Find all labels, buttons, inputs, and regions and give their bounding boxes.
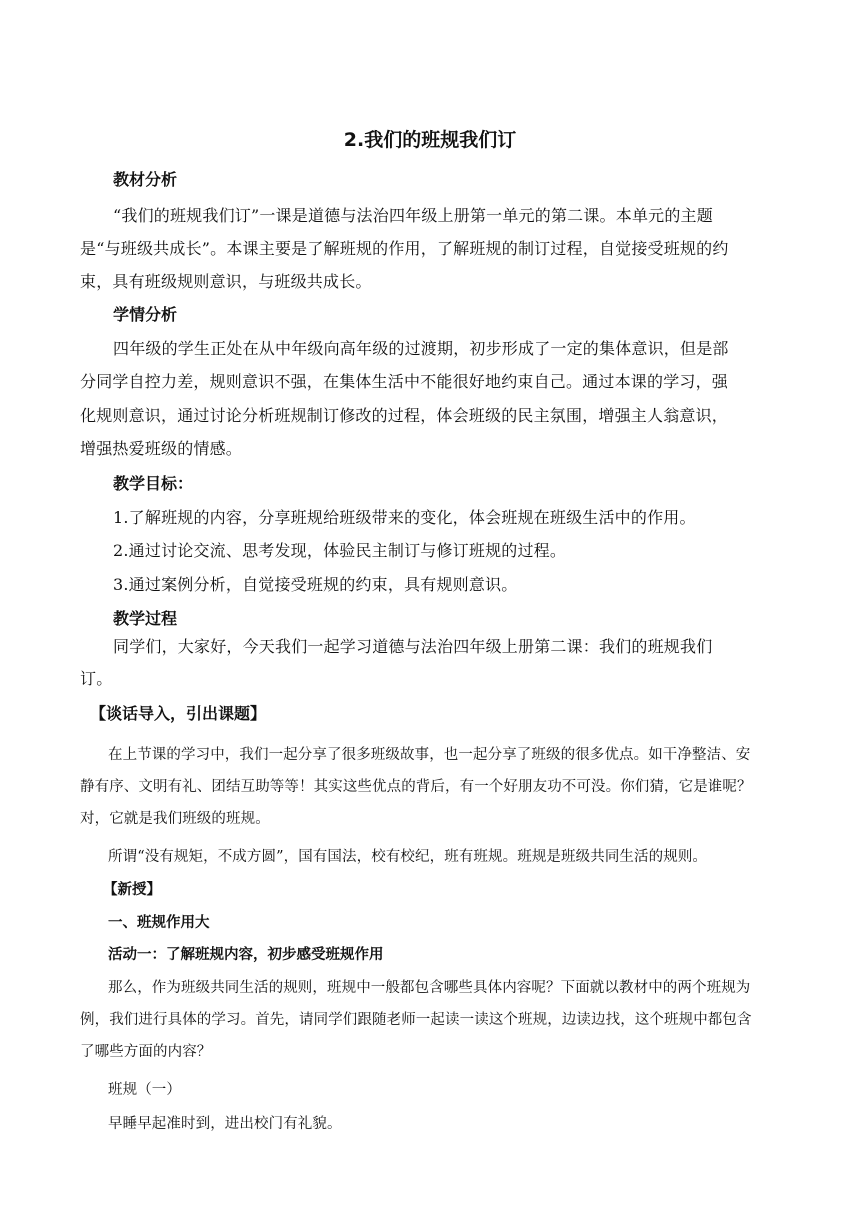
paragraph-line: 了哪些方面的内容？ bbox=[80, 1044, 212, 1060]
paragraph-line: 订。 bbox=[80, 669, 113, 688]
section-heading-goals: 教学目标： bbox=[113, 474, 194, 493]
paragraph-line: 四年级的学生正处在从中年级向高年级的过渡期，初步形成了一定的集体意识，但是部 bbox=[113, 339, 729, 358]
subsection-heading: 一、班规作用大 bbox=[108, 915, 210, 931]
paragraph-line: 分同学自控力差，规则意识不强，在集体生活中不能很好地约束自己。通过本课的学习，强 bbox=[80, 372, 729, 391]
paragraph-line: 对，它就是我们班级的班规。 bbox=[80, 811, 270, 827]
goal-item: 3.通过案例分析，自觉接受班规的约束，具有规则意识。 bbox=[113, 575, 518, 594]
section-heading-material: 教材分析 bbox=[113, 170, 178, 189]
paragraph-line: 例，我们进行具体的学习。首先，请同学们跟随老师一起读一读这个班规，边读边找，这个班规中都包含 bbox=[80, 1012, 752, 1028]
paragraph-line: 化规则意识，通过讨论分析班规制订修改的过程，体会班级的民主氛围，增强主人翁意识， bbox=[80, 406, 729, 425]
paragraph-line: 同学们，大家好，今天我们一起学习道德与法治四年级上册第二课：我们的班规我们 bbox=[113, 637, 713, 656]
rule-item: 早睡早起准时到，进出校门有礼貌。 bbox=[108, 1116, 342, 1132]
section-heading-process: 教学过程 bbox=[113, 609, 178, 628]
paragraph-line: 所谓“没有规矩，不成方圆”，国有国法，校有校纪，班有班规。班规是班级共同生活的规则。 bbox=[108, 849, 708, 865]
paragraph-line: 束，具有班级规则意识，与班级共成长。 bbox=[80, 272, 372, 291]
paragraph-line: 在上节课的学习中，我们一起分享了很多班级故事，也一起分享了班级的很多优点。如干净整洁、安 bbox=[108, 747, 751, 763]
paragraph-line: “我们的班规我们订”一课是道德与法治四年级上册第一单元的第二课。本单元的主题 bbox=[113, 206, 713, 225]
paragraph-line: 那么，作为班级共同生活的规则，班规中一般都包含哪些具体内容呢？下面就以教材中的两个班规为 bbox=[108, 980, 751, 996]
section-heading-new: 【新授】 bbox=[103, 882, 161, 898]
goal-item: 1.了解班规的内容，分享班规给班级带来的变化，体会班规在班级生活中的作用。 bbox=[113, 508, 696, 527]
section-heading-intro: 【谈话导入，引出课题】 bbox=[90, 704, 267, 723]
goal-item: 2.通过讨论交流、思考发现，体验民主制订与修订班规的过程。 bbox=[113, 541, 567, 560]
page-title: 2.我们的班规我们订 bbox=[343, 129, 517, 151]
paragraph-line: 增强热爱班级的情感。 bbox=[80, 439, 243, 458]
paragraph-line: 是“与班级共成长”。本课主要是了解班规的作用，了解班规的制订过程，自觉接受班规的约 bbox=[80, 239, 729, 258]
rule-label: 班规（一） bbox=[108, 1082, 181, 1098]
paragraph-line: 静有序、文明有礼、团结互助等等！其实这些优点的背后，有一个好朋友功不可没。你们猜，它是谁呢？ bbox=[80, 779, 752, 795]
activity-heading: 活动一：了解班规内容，初步感受班规作用 bbox=[108, 947, 384, 963]
section-heading-students: 学情分析 bbox=[113, 305, 178, 324]
